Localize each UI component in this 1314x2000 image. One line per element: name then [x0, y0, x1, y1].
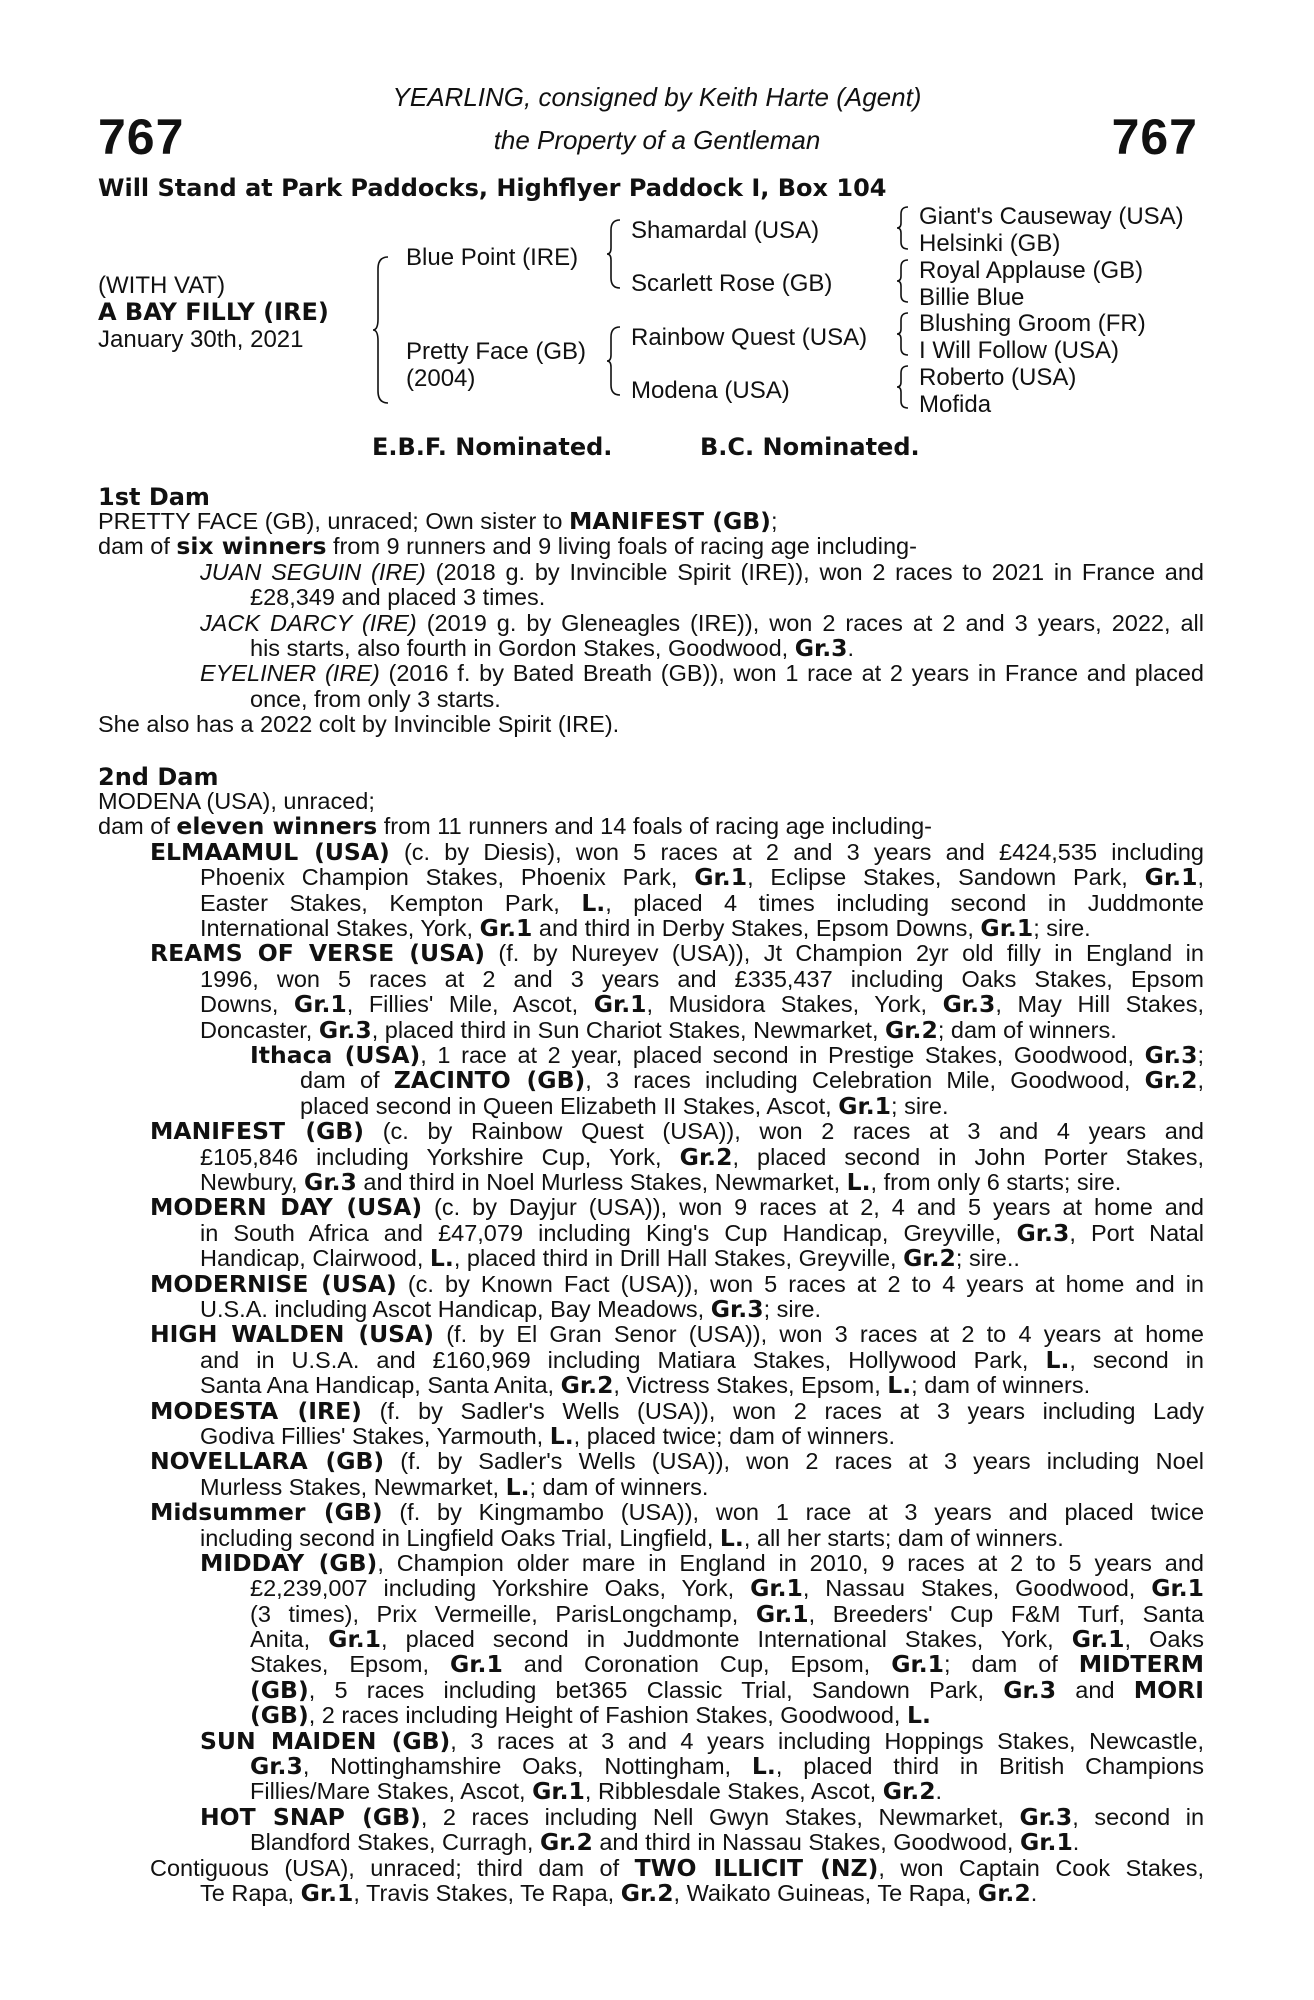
bold-text: MIDTERM [1078, 1652, 1204, 1678]
text-run: (f. by Kingmambo (USA)), won 1 race at 3 years and placed twice [382, 1500, 1204, 1526]
bold-text: Gr.1 [838, 1091, 892, 1120]
text-run: (2019 g. by Gleneagles (IRE)), won 2 races at 2 and 3 years, 2022, all [416, 610, 1204, 636]
great-grandparent-3: Royal Applause (GB) [919, 257, 1144, 284]
text-run: , Victress Stakes, Epsom, [613, 1372, 888, 1399]
catalogue-line [98, 1145, 1204, 1170]
text-run: , [1197, 865, 1204, 891]
catalogue-line [98, 1881, 1204, 1906]
sire-of-sire: Shamardal (USA) [631, 217, 820, 244]
dam-foaling-year: (2004) [406, 365, 476, 392]
ebf-nomination: E.B.F. Nominated. [372, 433, 613, 461]
text-run: dam of [98, 533, 177, 560]
text-run: placed second in Queen Elizabeth II Stakes, Ascot, [300, 1092, 839, 1119]
text-run: , all her starts; dam of winners. [743, 1524, 1064, 1551]
text-run: Anita, [250, 1627, 329, 1653]
text-run: , from only 6 starts; sire. [870, 1168, 1122, 1195]
catalogue-line [98, 1399, 1204, 1424]
bold-text: L. [549, 1421, 574, 1450]
bold-text: L. [581, 890, 606, 916]
text-run: Murless Stakes, Newmarket, [200, 1473, 506, 1500]
bold-text: Gr.1 [694, 865, 748, 891]
text-run: . [847, 635, 855, 661]
text-run: Santa Ana Handicap, Santa Anita, [200, 1372, 561, 1399]
text-run: International Stakes, York, [200, 914, 480, 941]
catalogue-line [98, 1322, 1204, 1347]
text-run: , 2 races including Nell Gwyn Stakes, Newmarket, [420, 1804, 1020, 1830]
text-run: £2,239,007 including Yorkshire Oaks, York, [250, 1576, 751, 1602]
catalogue-line [98, 1551, 1204, 1576]
text-run: (f. by Sadler's Wells (USA)), won 2 races at 3 years including Lady [361, 1398, 1204, 1424]
second-dam-body [98, 789, 1204, 1906]
text-run: (c. by Known Fact (USA)), won 5 races at 2 to 4 years at home and in [396, 1271, 1204, 1297]
catalogue-line [98, 1167, 1204, 1196]
catalogue-line [98, 1652, 1204, 1677]
text-run: dam of [300, 1068, 394, 1094]
text-run: , Waikato Guineas, Te Rapa, [673, 1880, 978, 1907]
text-run: and third in Derby Stakes, Epsom Downs, [532, 914, 981, 941]
text-run: , Port Natal [1069, 1220, 1204, 1246]
bold-text: (GB) [250, 1701, 309, 1730]
catalogue-line [98, 1449, 1204, 1474]
bold-text: MODERN DAY (USA) [150, 1195, 423, 1221]
bold-text: L. [719, 1523, 744, 1552]
bold-text: L. [1045, 1347, 1070, 1374]
bold-text: Midsummer (GB) [150, 1500, 383, 1526]
text-run: , May Hill Stakes, [995, 992, 1204, 1018]
text-run: (3 times), Prix Vermeille, ParisLongchamp, [250, 1601, 756, 1627]
text-run: ; sire. [891, 1092, 949, 1119]
great-grandparent-6: I Will Follow (USA) [919, 337, 1120, 364]
text-run: , Fillies' Mile, Ascot, [346, 992, 594, 1018]
text-run: , placed second in John Porter Stakes, [732, 1144, 1204, 1170]
bold-text: L. [505, 1472, 530, 1501]
text-run: , Nottinghamshire Oaks, Nottingham, [302, 1754, 752, 1780]
text-run: Phoenix Champion Stakes, Phoenix Park, [200, 865, 695, 891]
catalogue-line [98, 840, 1204, 865]
catalogue-line [98, 913, 1204, 942]
bold-text: HIGH WALDEN (USA) [150, 1322, 435, 1348]
catalogue-line [98, 1602, 1204, 1627]
text-run: (c. by Dayjur (USA)), won 9 races at 2, 4 and 5 years at home and [422, 1195, 1204, 1221]
great-grandparent-7: Roberto (USA) [919, 364, 1077, 391]
bold-text: Gr.1 [450, 1652, 503, 1678]
catalogue-line [98, 1246, 1204, 1271]
catalogue-line [98, 1068, 1204, 1093]
bold-text: Gr.1 [755, 1601, 809, 1628]
bold-text: Gr.1 [1019, 1828, 1073, 1857]
vat-note: (WITH VAT) [98, 272, 226, 299]
bold-text: Gr.1 [293, 992, 347, 1018]
text-run: £28,349 and placed 3 times. [250, 584, 546, 611]
bold-text: HOT SNAP (GB) [200, 1804, 421, 1831]
bold-text: eleven winners [176, 812, 378, 841]
text-run: , Eclipse Stakes, Sandown Park, [747, 865, 1145, 891]
bold-text: ZACINTO (GB) [393, 1068, 586, 1094]
text-run: Handicap, Clairwood, [200, 1245, 430, 1272]
bold-text: Gr.1 [328, 1627, 381, 1653]
catalogue-line [98, 687, 1204, 712]
bold-text: Gr.2 [903, 1244, 956, 1273]
lot-number-right: 767 [1111, 109, 1198, 165]
text-run: £105,846 including Yorkshire Cup, York, [200, 1144, 680, 1170]
text-run: in South Africa and £47,079 including King's Cup Handicap, Greyville, [200, 1220, 1017, 1246]
text-run: , [1197, 1068, 1204, 1094]
bold-text: Gr.1 [300, 1879, 354, 1908]
text-run: . [1030, 1880, 1038, 1907]
text-run: , Breeders' Cup F&M Turf, Santa [808, 1601, 1204, 1627]
text-run: from 9 runners and 9 living foals of racing age including- [326, 533, 917, 560]
catalogue-line [98, 1500, 1204, 1525]
catalogue-line [98, 1729, 1204, 1754]
catalogue-line [98, 1221, 1204, 1246]
catalogue-line [98, 1294, 1204, 1323]
second-dam-heading: 2nd Dam [98, 763, 219, 791]
bold-text: L. [751, 1754, 776, 1780]
catalogue-line [98, 992, 1204, 1017]
text-run: Blandford Stakes, Curragh, [250, 1829, 540, 1856]
text-run: Contiguous (USA), unraced; third dam of [150, 1855, 635, 1881]
bold-text: Gr.3 [1019, 1804, 1073, 1831]
text-run: , Champion older mare in England in 2010, 9 races at 2 to 5 years and [377, 1550, 1204, 1576]
catalogue-line [98, 585, 1204, 610]
text-run: , placed second in Juddmonte International Stakes, York, [380, 1627, 1072, 1653]
text-run: Te Rapa, [200, 1880, 301, 1907]
text-run: , second in [1072, 1804, 1204, 1830]
bold-text: Gr.3 [1003, 1677, 1057, 1704]
lot-description: A BAY FILLY (IRE) [98, 298, 329, 326]
text-run: , placed third in British Champions [775, 1754, 1204, 1780]
bold-text: Gr.2 [882, 1777, 936, 1806]
catalogue-line [98, 865, 1204, 890]
text-run: , Nassau Stakes, Goodwood, [802, 1576, 1152, 1602]
bold-text: Gr.1 [750, 1576, 803, 1602]
bold-text: Gr.1 [1071, 1627, 1125, 1653]
text-run: (c. by Diesis), won 5 races at 2 and 3 years and £424,535 including [389, 839, 1204, 865]
bold-text: SUN MAIDEN (GB) [200, 1728, 451, 1755]
bold-text: Gr.3 [1016, 1220, 1070, 1247]
bold-text: MODERNISE (USA) [150, 1271, 397, 1297]
bold-text: Gr.1 [891, 1652, 944, 1678]
text-run: U.S.A. including Ascot Handicap, Bay Meadows, [200, 1295, 711, 1322]
bold-text: MANIFEST (GB) [150, 1119, 365, 1145]
text-run: (f. by Sadler's Wells (USA)), won 2 races at 3 years including Noel [384, 1449, 1204, 1475]
text-run: . [935, 1778, 943, 1805]
bold-text: Gr.1 [1151, 1576, 1204, 1602]
text-run: , 3 races including Celebration Mile, Goodwood, [585, 1068, 1145, 1094]
catalogue-line [98, 1703, 1204, 1728]
bold-text: (GB) [250, 1677, 309, 1704]
pedigree-bracket-main [372, 255, 394, 405]
catalogue-line [98, 1373, 1204, 1398]
text-run: (f. by Nureyev (USA)), Jt Champion 2yr old filly in England in [484, 941, 1204, 967]
text-run: , placed third in Drill Hall Stakes, Greyville, [453, 1245, 904, 1272]
catalogue-line [98, 789, 1204, 814]
text-run: . [1072, 1829, 1080, 1856]
bold-text: Gr.1 [1144, 865, 1198, 891]
text-run: She also has a 2022 colt by Invincible Spirit (IRE). [98, 711, 620, 738]
italic-text: JACK DARCY (IRE) [200, 610, 417, 636]
pedigree-bracket-g4 [896, 364, 914, 410]
text-run: , Oaks [1124, 1627, 1204, 1653]
great-grandparent-1: Giant's Causeway (USA) [919, 203, 1184, 230]
bold-text: Gr.2 [1144, 1068, 1198, 1094]
catalogue-line [98, 1272, 1204, 1297]
bc-nomination: B.C. Nominated. [700, 433, 920, 461]
text-run: Doncaster, [200, 1016, 319, 1043]
catalogue-line [98, 1472, 1204, 1501]
catalogue-line [98, 1678, 1204, 1703]
catalogue-line [98, 1779, 1204, 1804]
bold-text: Gr.2 [540, 1828, 593, 1857]
bold-text: Gr.2 [679, 1144, 733, 1170]
bold-text: Gr.2 [977, 1879, 1031, 1908]
catalogue-line [98, 712, 1204, 737]
text-run: PRETTY FACE (GB), unraced; Own sister to [98, 508, 570, 534]
bold-text: MIDDAY (GB) [200, 1550, 378, 1577]
catalogue-line [98, 967, 1204, 992]
text-run: (f. by El Gran Senor (USA)), won 3 races at 2 to 4 years at home [434, 1322, 1204, 1348]
text-run: and in U.S.A. and £160,969 including Matiara Stakes, Hollywood Park, [200, 1347, 1046, 1373]
stand-location: Will Stand at Park Paddocks, Highflyer Paddock I, Box 104 [98, 174, 887, 202]
catalogue-line [98, 1421, 1204, 1450]
bold-text: Gr.1 [980, 913, 1034, 942]
dam-of-sire: Scarlett Rose (GB) [631, 270, 833, 297]
text-run: his starts, also fourth in Gordon Stakes, Goodwood, [250, 635, 795, 661]
text-run: ; dam of winners. [911, 1372, 1091, 1399]
text-run: including second in Lingfield Oaks Trial, Lingfield, [200, 1524, 720, 1551]
catalogue-line [98, 814, 1204, 839]
bold-text: Gr.1 [479, 913, 533, 942]
bold-text: L. [846, 1167, 871, 1196]
text-run: and third in Noel Murless Stakes, Newmarket, [356, 1168, 847, 1195]
catalogue-line [98, 941, 1204, 966]
catalogue-line [98, 1830, 1204, 1855]
bold-text: six winners [176, 532, 327, 561]
text-run: ; [770, 508, 778, 534]
text-run: , won Captain Cook Stakes, [878, 1855, 1204, 1881]
text-run: , 5 races including bet365 Classic Trial, Sandown Park, [308, 1677, 1004, 1703]
pedigree-bracket-g1 [896, 205, 914, 251]
text-run: (2018 g. by Invincible Spirit (IRE)), won 2 races to 2021 in France and [425, 559, 1204, 585]
bold-text: MODESTA (IRE) [150, 1398, 362, 1424]
bold-text: Gr.3 [794, 634, 848, 662]
catalogue-line [98, 509, 1204, 534]
text-run: , Musidora Stakes, York, [646, 992, 943, 1018]
bold-text: Gr.3 [710, 1294, 764, 1323]
catalogue-line [98, 1195, 1204, 1220]
great-grandparent-2: Helsinki (GB) [919, 230, 1061, 257]
text-run: (2016 f. by Bated Breath (GB)), won 1 race at 2 years in France and placed [379, 661, 1204, 687]
bold-text: Gr.3 [318, 1015, 372, 1044]
text-run: , placed twice; dam of winners. [573, 1422, 895, 1449]
text-run: Stakes, Epsom, [250, 1652, 450, 1678]
text-run: Easter Stakes, Kempton Park, [200, 890, 582, 916]
catalogue-line [98, 636, 1204, 661]
text-run: Downs, [200, 992, 294, 1018]
text-run: dam of [98, 813, 177, 840]
pedigree-bracket-sire [606, 218, 626, 290]
text-run: , 2 races including Height of Fashion Stakes, Goodwood, [308, 1702, 907, 1729]
text-run: , 1 race at 2 year, placed second in Prestige Stakes, Goodwood, [420, 1042, 1145, 1068]
dam-name: Pretty Face (GB) [406, 338, 587, 365]
text-run: MODENA (USA), unraced; [98, 788, 375, 814]
text-run: , Travis Stakes, Te Rapa, [353, 1880, 621, 1907]
text-run: ; dam of winners. [529, 1473, 709, 1500]
bold-text: L. [429, 1244, 454, 1273]
catalogue-line [98, 661, 1204, 686]
sire-of-dam: Rainbow Quest (USA) [631, 324, 868, 351]
text-run: , second in [1069, 1347, 1204, 1373]
bold-text: Gr.2 [560, 1371, 614, 1400]
text-run: and third in Nassau Stakes, Goodwood, [592, 1829, 1020, 1856]
text-run: ; sire.. [955, 1245, 1020, 1272]
text-run: ; sire. [763, 1295, 822, 1322]
pedigree-bracket-dam [606, 325, 626, 397]
pedigree-bracket-g2 [896, 258, 914, 304]
catalogue-line [98, 1091, 1204, 1120]
pedigree-bracket-g3 [896, 311, 914, 357]
text-run: from 11 runners and 14 foals of racing age including- [377, 813, 932, 840]
bold-text: Ithaca (USA) [250, 1042, 421, 1069]
text-run: Godiva Fillies' Stakes, Yarmouth, [200, 1422, 550, 1449]
text-run: , placed third in Sun Chariot Stakes, Newmarket, [371, 1016, 886, 1043]
great-grandparent-5: Blushing Groom (FR) [919, 310, 1146, 337]
text-run: ; [1197, 1042, 1204, 1068]
catalogue-line [98, 1523, 1204, 1552]
bold-text: Gr.3 [304, 1167, 357, 1196]
bold-text: L. [887, 1371, 912, 1400]
sire-name: Blue Point (IRE) [406, 244, 579, 271]
text-run: , placed 4 times including second in Juddmonte [605, 890, 1204, 916]
text-run: ; sire. [1033, 914, 1091, 941]
text-run: Newbury, [200, 1168, 305, 1195]
text-run: ; dam of [944, 1652, 1079, 1678]
text-run: and Coronation Cup, Epsom, [502, 1652, 892, 1678]
bold-text: ELMAAMUL (USA) [150, 839, 390, 866]
text-run: (c. by Rainbow Quest (USA)), won 2 races at 3 and 4 years and [364, 1119, 1204, 1145]
catalogue-line [98, 1576, 1204, 1601]
bold-text: L. [906, 1701, 931, 1730]
catalogue-line [98, 560, 1204, 585]
great-grandparent-4: Billie Blue [919, 284, 1025, 311]
catalogue-line [98, 1856, 1204, 1881]
bold-text: Gr.1 [532, 1777, 585, 1806]
consignment-line: YEARLING, consigned by Keith Harte (Agent) [392, 82, 922, 112]
bold-text: Gr.1 [593, 992, 647, 1018]
bold-text: Gr.2 [620, 1879, 674, 1908]
bold-text: TWO ILLICIT (NZ) [634, 1855, 879, 1882]
text-run: and [1056, 1677, 1134, 1703]
catalogue-line [98, 1043, 1204, 1068]
first-dam-heading: 1st Dam [98, 483, 210, 511]
property-line: the Property of a Gentleman [493, 125, 821, 155]
catalogue-line [98, 1627, 1204, 1652]
catalogue-line [98, 1754, 1204, 1779]
bold-text: Gr.3 [942, 992, 996, 1018]
text-run: Fillies/Mare Stakes, Ascot, [250, 1778, 533, 1805]
italic-text: JUAN SEGUIN (IRE) [200, 559, 426, 585]
bold-text: NOVELLARA (GB) [150, 1449, 385, 1475]
catalogue-line [98, 1805, 1204, 1830]
bold-text: Gr.2 [885, 1015, 938, 1044]
text-run: ; dam of winners. [937, 1016, 1117, 1043]
catalogue-line [98, 891, 1204, 916]
dam-of-dam: Modena (USA) [631, 377, 790, 404]
italic-text: EYELINER (IRE) [200, 661, 380, 687]
bold-text: Gr.3 [1144, 1042, 1198, 1069]
lot-number-left: 767 [98, 109, 185, 165]
text-run: 1996, won 5 races at 2 and 3 years and £335,437 including Oaks Stakes, Epsom [200, 966, 1204, 992]
foaling-date: January 30th, 2021 [98, 326, 304, 353]
catalogue-line [98, 1348, 1204, 1373]
catalogue-line [98, 534, 1204, 559]
bold-text: MANIFEST (GB) [569, 507, 771, 535]
catalogue-line [98, 1015, 1204, 1044]
bold-text: REAMS OF VERSE (USA) [150, 941, 485, 967]
great-grandparent-8: Mofida [919, 391, 992, 418]
bold-text: Gr.3 [250, 1754, 303, 1780]
text-run: once, from only 3 starts. [250, 685, 501, 712]
bold-text: MORI [1133, 1677, 1204, 1704]
text-run: , Ribblesdale Stakes, Ascot, [584, 1778, 883, 1805]
text-run: , 3 races at 3 and 4 years including Hoppings Stakes, Newcastle, [450, 1728, 1204, 1754]
catalogue-line [98, 1119, 1204, 1144]
catalogue-line [98, 611, 1204, 636]
first-dam-body [98, 509, 1204, 738]
